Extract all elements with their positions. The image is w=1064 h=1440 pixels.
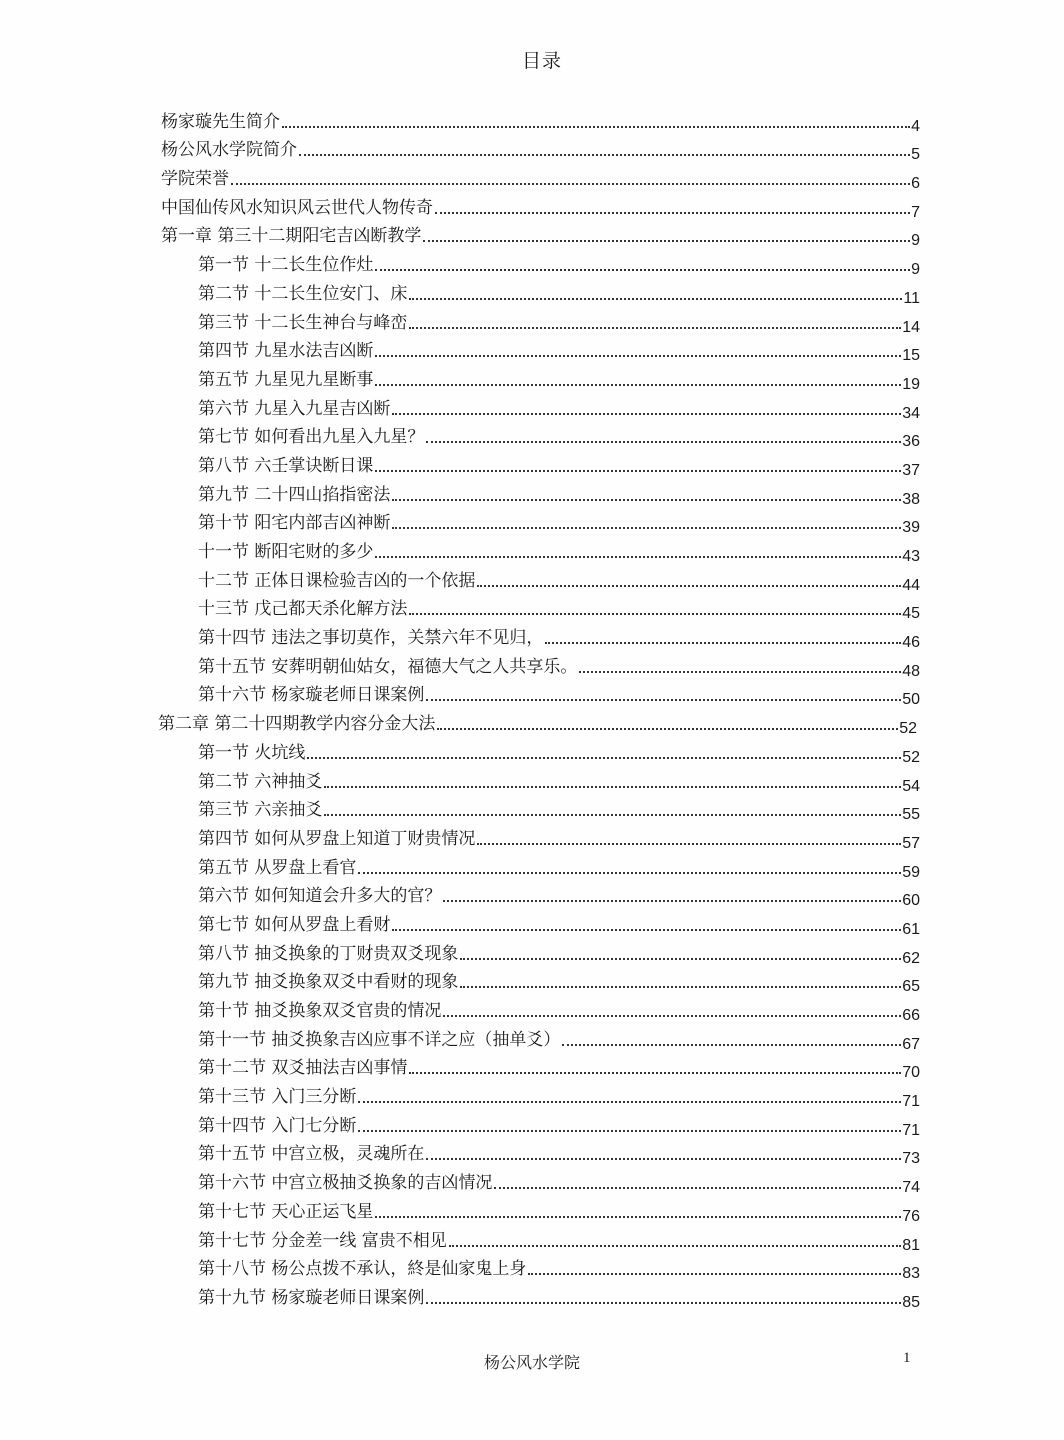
toc-entry-label: 第十六节 中宫立极抽爻换象的吉凶情况 [198,1173,493,1194]
toc-entry-label: 第二节 十二长生位安门、床 [198,283,408,304]
toc-entry-page-number: 37 [902,461,920,479]
toc-entry-label: 第十二节 双爻抽法吉凶事情 [198,1058,408,1079]
toc-entry-section [198,678,920,707]
toc-entry-section [198,391,920,420]
toc-entry-section [198,907,920,936]
toc-entry-section [198,1079,920,1111]
dot-leader [443,900,901,902]
dot-leader [449,1245,901,1247]
toc-entry-label: 第十五节 中宫立极，灵魂所在 [198,1144,425,1165]
toc-entry-page-number: 43 [902,548,920,565]
toc-entry-section [198,477,920,506]
toc-entry-page-number: 70 [902,1064,920,1082]
dot-leader [437,728,898,730]
dot-leader [423,240,910,242]
toc-entry-label: 第四节 如何从罗盘上知道丁财贵情况 [198,828,476,849]
dot-leader [307,757,901,759]
toc-entry-section [198,362,920,391]
toc-entry-section [198,506,920,535]
toc-entry-label: 第八节 抽爻换象的丁财贵双爻现象 [198,943,459,964]
toc-entry-page-number: 66 [902,1007,920,1024]
page-title: 目录 [521,50,562,72]
table-of-contents [0,104,1064,1309]
toc-entry-label: 中国仙传风水知识风云世代人物传奇 [161,197,433,218]
toc-entry-label: 第七节 如何从罗盘上看财 [198,914,391,935]
dot-leader [375,355,901,357]
dot-leader [392,929,901,931]
toc-entry-page-number: 61 [902,920,920,938]
dot-leader [435,212,910,214]
toc-entry-page-number: 59 [902,863,920,881]
toc-entry-page-number: 9 [911,261,920,279]
toc-entry-label: 第十节 阳宅内部吉凶神断 [198,513,391,534]
toc-entry-page-number: 45 [902,605,920,623]
toc-entry-page-number: 5 [911,146,920,164]
toc-entry-label: 第十四节 入门七分断 [198,1115,357,1136]
dot-leader [375,269,910,271]
dot-leader [375,556,901,558]
toc-entry-section [198,620,920,652]
toc-entry-section [198,1165,920,1197]
toc-entry-label: 第五节 九星见九星断事 [198,369,374,390]
footer-text: 杨公风水学院 [483,1353,580,1372]
dot-leader [494,1187,901,1189]
toc-entry-section [198,735,920,764]
toc-entry-page-number: 36 [902,433,920,451]
toc-entry-section [198,879,920,908]
toc-entry-label: 第九节 二十四山掐指密法 [198,484,391,505]
toc-entry-page-number: 9 [911,232,920,250]
toc-entry-page-number: 55 [902,806,920,824]
toc-entry-page-number: 65 [902,978,920,996]
toc-entry-page-number: 54 [902,777,920,795]
toc-entry-page-number: 19 [902,375,920,393]
toc-entry-section [198,764,920,793]
toc-entry-label: 第十八节 杨公点拨不承认，終是仙家鬼上身 [198,1259,527,1280]
toc-entry-section [198,276,920,305]
toc-entry-label: 第十七节 天心正运飞星 [198,1201,374,1222]
dot-leader [443,1015,901,1017]
toc-entry-section [198,1252,920,1281]
toc-entry-label: 杨家璇先生简介 [161,111,280,132]
dot-leader [477,843,901,845]
toc-entry-page-number: 15 [902,347,920,365]
toc-entry-label: 第十六节 杨家璇老师日课案例 [198,685,425,706]
toc-entry-chapter [158,706,917,738]
toc-entry-page-number: 83 [902,1265,920,1283]
dot-leader [375,1216,901,1218]
toc-entry-page-number: 6 [911,175,920,193]
toc-entry-chapter [161,190,920,219]
toc-entry-page-number: 76 [902,1207,920,1225]
toc-entry-page-number: 38 [902,490,920,508]
footer-page-number: 1 [903,1350,911,1366]
dot-leader [375,384,901,386]
toc-entry-label: 第三节 十二长生神台与峰峦 [198,312,408,333]
dot-leader [282,126,910,128]
toc-entry-label: 第一章 第三十二期阳宅吉凶断教学 [161,226,422,247]
toc-entry-page-number: 44 [902,576,920,594]
dot-leader [562,1044,901,1046]
toc-entry-page-number: 85 [902,1293,920,1311]
toc-entry-chapter [161,161,920,193]
toc-entry-page-number: 67 [902,1035,920,1053]
toc-entry-label: 第八节 六壬掌诀断日课 [198,455,374,476]
toc-entry-section [198,793,920,822]
toc-entry-label: 第十节 抽爻换象双爻官贵的情况 [198,1001,442,1021]
toc-entry-section [198,448,920,477]
toc-entry-label: 第二节 六神抽爻 [198,771,323,792]
toc-entry-label: 第九节 抽爻换象双爻中看财的现象 [198,972,459,993]
toc-entry-page-number: 4 [911,117,920,135]
dot-leader [460,958,901,960]
dot-leader [392,413,901,415]
dot-leader [324,814,901,816]
toc-entry-label: 第二章 第二十四期教学内容分金大法 [158,714,436,735]
dot-leader [358,1130,901,1132]
toc-entry-section [198,334,920,363]
toc-entry-section [198,592,920,621]
toc-entry-section [198,1137,920,1166]
toc-entry-label: 第六节 如何知道会升多大的官？ [198,886,442,907]
toc-entry-label: 第三节 六亲抽爻 [198,800,323,821]
toc-entry-label: 第十七节 分金差一线 富贵不相见 [198,1230,447,1251]
toc-entry-label: 第六节 九星入九星吉凶断 [198,398,391,419]
toc-entry-section [198,534,920,563]
dot-leader [231,183,910,185]
toc-entry-section [198,1051,920,1080]
toc-entry-section [198,936,920,965]
toc-entry-label: 第十四节 违法之事切莫作，关禁六年不见归， [198,628,544,649]
toc-entry-section [198,1108,920,1137]
toc-entry-page-number: 60 [902,892,920,910]
toc-entry-chapter [161,219,920,248]
dot-leader [392,527,901,529]
toc-entry-section [198,850,920,879]
toc-entry-section [198,965,920,994]
toc-entry-section [198,1194,920,1223]
toc-entry-label: 十二节 正体日课检验吉凶的一个依据 [198,570,476,591]
toc-entry-page-number: 52 [899,720,917,738]
toc-entry-label: 第五节 从罗盘上看官 [198,857,357,878]
dot-leader [579,671,901,673]
toc-entry-page-number: 57 [902,834,920,852]
toc-entry-label: 第一节 十二长生位作灶 [198,255,374,276]
toc-entry-section [198,1280,920,1309]
dot-leader [358,1101,901,1103]
toc-entry-page-number: 7 [911,203,920,221]
toc-entry-label: 第十三节 入门三分断 [198,1087,357,1108]
toc-entry-page-number: 46 [902,634,920,652]
toc-entry-page-number: 50 [902,691,920,709]
toc-entry-label: 第十五节 安葬明朝仙姑女，福德大气之人共享乐。 [198,656,578,677]
toc-entry-section [198,420,920,449]
dot-leader [460,986,901,988]
toc-entry-chapter [161,133,920,162]
toc-entry-label: 第十九节 杨家璇老师日课案例 [198,1287,425,1308]
toc-entry-label: 学院荣誉 [161,169,229,190]
toc-entry-label: 第七节 如何看出九星入九星？ [198,427,425,448]
toc-entry-section [198,305,920,334]
toc-entry-section [198,247,920,279]
dot-leader [324,786,901,788]
dot-leader [426,699,901,701]
toc-entry-section [198,649,920,678]
dot-leader [409,298,902,300]
dot-leader [299,154,910,156]
toc-entry-page-number: 14 [902,318,920,336]
toc-entry-section [198,993,920,1022]
toc-entry-page-number: 81 [902,1236,920,1254]
dot-leader [409,1072,901,1074]
dot-leader [528,1273,901,1275]
dot-leader [477,585,901,587]
toc-entry-page-number: 52 [902,748,920,766]
toc-entry-chapter [161,104,920,133]
dot-leader [392,499,901,501]
toc-entry-section [198,1022,920,1051]
toc-entry-section [198,1223,920,1252]
dot-leader [375,470,901,472]
toc-entry-page-number: 73 [902,1150,920,1168]
toc-entry-page-number: 62 [902,949,920,967]
dot-leader [426,1158,901,1160]
toc-entry-label: 杨公风水学院简介 [161,140,297,161]
toc-entry-page-number: 34 [902,404,920,422]
toc-entry-section [198,821,920,850]
dot-leader [426,441,901,443]
toc-entry-page-number: 39 [902,519,920,537]
toc-entry-page-number: 71 [902,1121,920,1139]
toc-entry-label: 十三节 戊己都天杀化解方法 [198,599,408,620]
dot-leader [409,613,901,615]
toc-entry-page-number: 48 [902,662,920,680]
dot-leader [545,642,901,644]
toc-entry-page-number: 11 [903,289,920,307]
toc-entry-label: 第一节 火坑线 [198,742,306,763]
toc-entry-page-number: 71 [902,1093,920,1111]
toc-entry-section [198,563,920,592]
toc-entry-label: 十一节 断阳宅财的多少 [198,542,374,562]
dot-leader [426,1302,901,1304]
dot-leader [358,872,901,874]
toc-entry-label: 第十一节 抽爻换象吉凶应事不详之应（抽单爻） [198,1029,561,1050]
toc-entry-page-number: 74 [902,1179,920,1197]
toc-entry-label: 第四节 九星水法吉凶断 [198,341,374,362]
dot-leader [409,327,901,329]
